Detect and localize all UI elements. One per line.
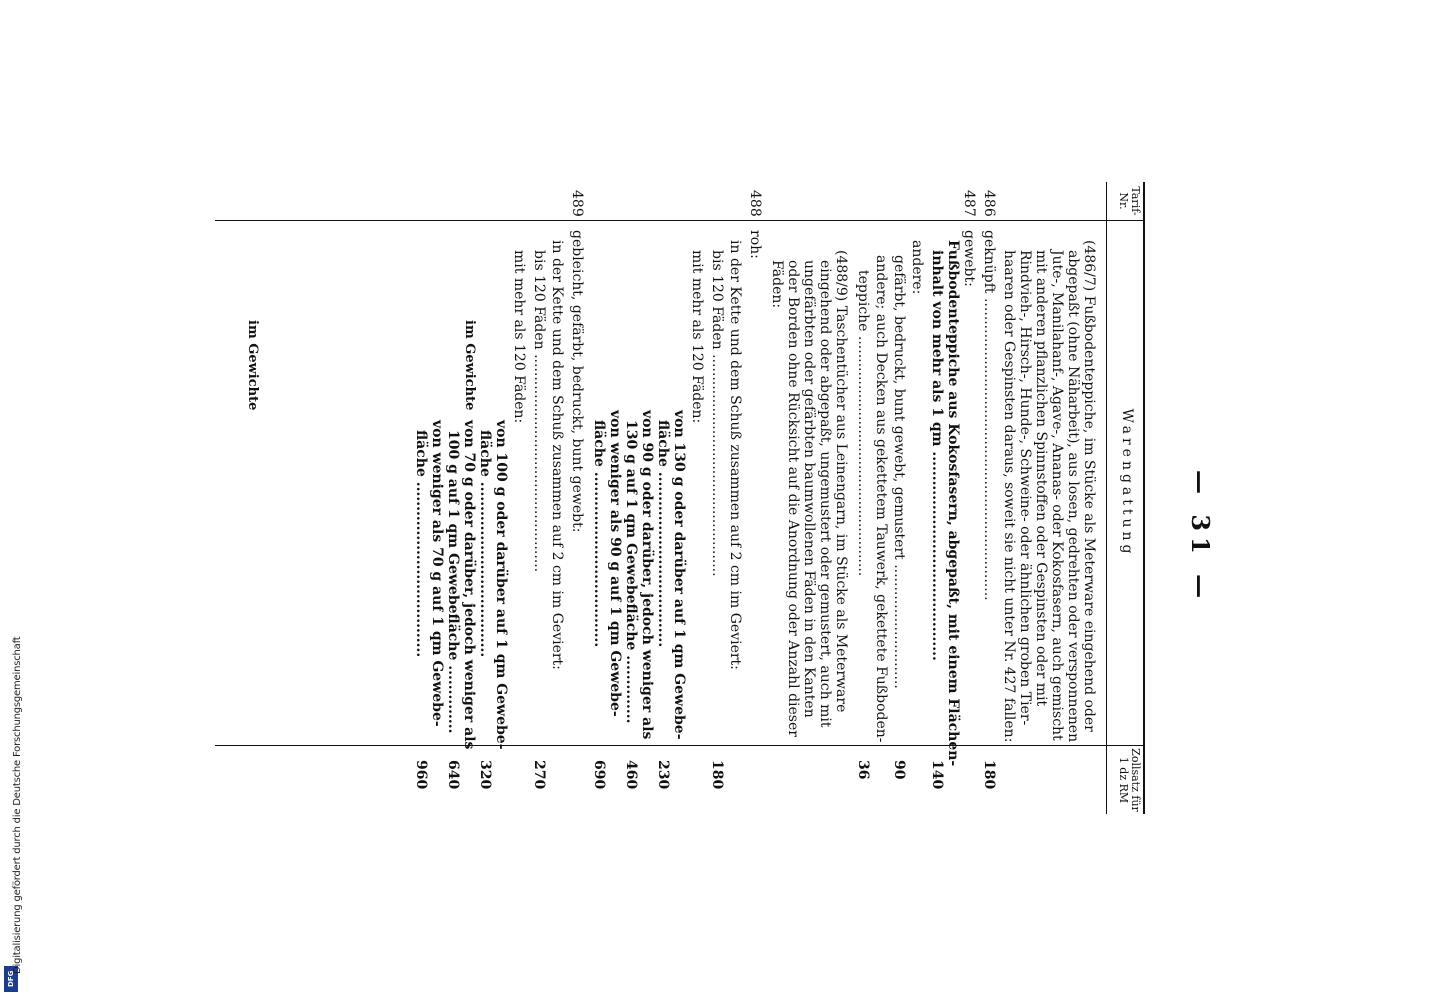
row-text: von weniger als 90 g auf 1 qm Gewebe- [607,410,623,717]
row-text: oder Borden ohne Rücksicht auf die Anordnung oder Anzahl dieser [785,260,801,737]
row-text: Jute-, Manilahanf-, Agave-, Ananas- oder Kokosfasern, auch gemischt [1049,250,1065,741]
table-row [800,260,817,718]
row-text: andere; auch Decken aus gekettetem Tauwerk, gekettete Fußboden- [873,255,889,743]
brace-label: im Gewichte [245,320,260,411]
row-text: inhalt von mehr als 1 qm ........................................... [929,250,945,661]
row-text: eingehend oder abgepaßt, ungemustert oder gemustert, auch mit [817,260,833,728]
table-row [1080,240,1097,732]
table-row [492,420,509,750]
table-row [768,260,785,308]
row-text: von 90 g oder darüber, jedoch weniger als [639,410,655,740]
row-text: fläche .................................... [655,420,671,648]
table-row [960,230,977,287]
table-row [708,250,725,577]
digitization-credit [4,0,23,1000]
table-row [1032,250,1049,706]
table-row [606,410,623,717]
table-row [816,260,833,727]
tariff-number: 487 [961,190,977,217]
row-text: gefärbt, bedruckt, bunt gewebt, gemustert ............................ [891,255,907,689]
tariff-number: 489 [569,190,585,217]
row-text: 130 g auf 1 qm Gewebefläche .............. [623,420,639,724]
table-row [622,420,639,724]
table-row [428,420,445,727]
row-text: geknüpft .................................................................... [981,230,997,601]
row-text: mit mehr als 120 Fäden: [511,250,527,424]
duty-rate: 960 [413,760,429,790]
table-row [1000,250,1017,742]
table-row [746,230,763,259]
row-text: 100 g auf 1 qm Gewebefläche .............. [445,430,461,734]
row-text: von weniger als 70 g auf 1 qm Gewebe- [429,420,445,727]
table-row [510,250,527,423]
row-text: von 100 g oder darüber auf 1 qm Gewebe- [493,420,509,750]
table-row [548,240,565,670]
row-text: gebleicht, gefärbt, bedruckt, bunt gewebt: [569,230,585,533]
table-row [832,250,849,712]
table-row [638,410,655,739]
column-divider [215,220,1145,221]
table-row [412,430,429,657]
table-row [654,420,671,647]
table-row [980,230,997,601]
row-text: fläche .................................... [591,420,607,648]
duty-rate: 36 [855,760,871,780]
credit-text: Digitalisierung gefördert durch die Deutsche Forschungsgemeinschaft [12,636,23,974]
row-text: andere: [909,240,925,295]
table-row [908,240,925,294]
duty-rate: 230 [655,760,671,790]
table-row [1064,250,1081,742]
row-text: in der Kette und dem Schuß zusammen auf 2 cm im Geviert: [727,240,743,670]
table-header-rule [1106,182,1107,814]
duty-rate: 690 [591,760,607,790]
row-text: mit anderen pflanzlichen Spinnstoffen oder Gespinsten oder mit [1033,250,1049,707]
tariff-number: 486 [981,190,997,217]
row-text: abgepaßt (ohne Näharbeit), aus losen, gedrehten oder versponnenen [1065,250,1081,743]
row-text: bis 120 Fäden .................................................. [709,250,725,577]
table-row [1048,250,1065,741]
row-text: haaren oder Gespinsten daraus, soweit sie nicht unter Nr. 427 fallen: [1001,250,1017,743]
table-row [872,255,889,743]
row-text: Fäden: [769,260,785,309]
row-text: Rindvieh-, Hirsch-, Hunde-, Schweine- oder ähnlichen groben Tier- [1017,250,1033,726]
dfg-logo: DFG [4,966,18,992]
table-row [890,255,907,689]
table-row [530,250,547,572]
column-divider [215,745,1145,746]
duty-rate: 270 [531,760,547,790]
duty-rate: 640 [445,760,461,790]
table-row [854,270,871,576]
row-text: bis 120 Fäden ................................................. [531,250,547,573]
row-text: von 130 g oder darüber auf 1 qm Gewebe- [671,410,687,740]
header-zollsatz: Zollsatz für 1 dz RM [1117,748,1142,812]
table-row [590,420,607,647]
table-row [1016,250,1033,725]
row-text: fläche .................................... [477,430,493,658]
header-warengattung: Warengattung [1119,408,1135,558]
brace-label: im Gewichte [462,320,477,411]
duty-rate: 140 [929,760,945,790]
duty-rate: 90 [891,760,907,780]
table-row [460,420,477,749]
row-text: Fußbodenteppiche aus Kokosfasern, abgepaßt, mit einem Flächen- [945,240,961,767]
table-row [688,250,705,423]
rotated-page [215,170,1215,820]
duty-rate: 460 [623,760,639,790]
table-row [444,430,461,734]
table-row [928,250,945,661]
table-row [670,410,687,740]
row-text: (488/9) Taschentücher aus Leinengarn, im Stücke als Meterware [833,250,849,713]
row-text: roh: [747,230,763,259]
table-row [568,230,585,532]
table-row [476,430,493,657]
header-tarif: Tarif- Nr. [1117,186,1142,216]
row-text: teppiche ...................................................... [855,270,871,577]
row-text: mit mehr als 120 Fäden: [689,250,705,424]
table-row [944,240,961,766]
duty-rate: 180 [709,760,725,790]
row-text: in der Kette und dem Schuß zusammen auf 2 cm im Geviert: [549,240,565,670]
table-row [726,240,743,670]
table-row [784,260,801,737]
table-top-rule [1143,182,1145,814]
tariff-number: 488 [747,190,763,217]
row-text: von 70 g oder darüber, jedoch weniger als [461,420,477,750]
row-text: fläche .................................... [413,430,429,658]
row-text: gewebt: [961,230,977,287]
page-number: — 31 — [1186,470,1215,605]
row-text: (486/7) Fußbodenteppiche, im Stücke als Meterware eingehend oder [1081,240,1097,732]
row-text: ungefärbten oder gefärbten baumwollenen Fäden in den Kanten [801,260,817,718]
duty-rate: 180 [981,760,997,790]
duty-rate: 320 [477,760,493,790]
